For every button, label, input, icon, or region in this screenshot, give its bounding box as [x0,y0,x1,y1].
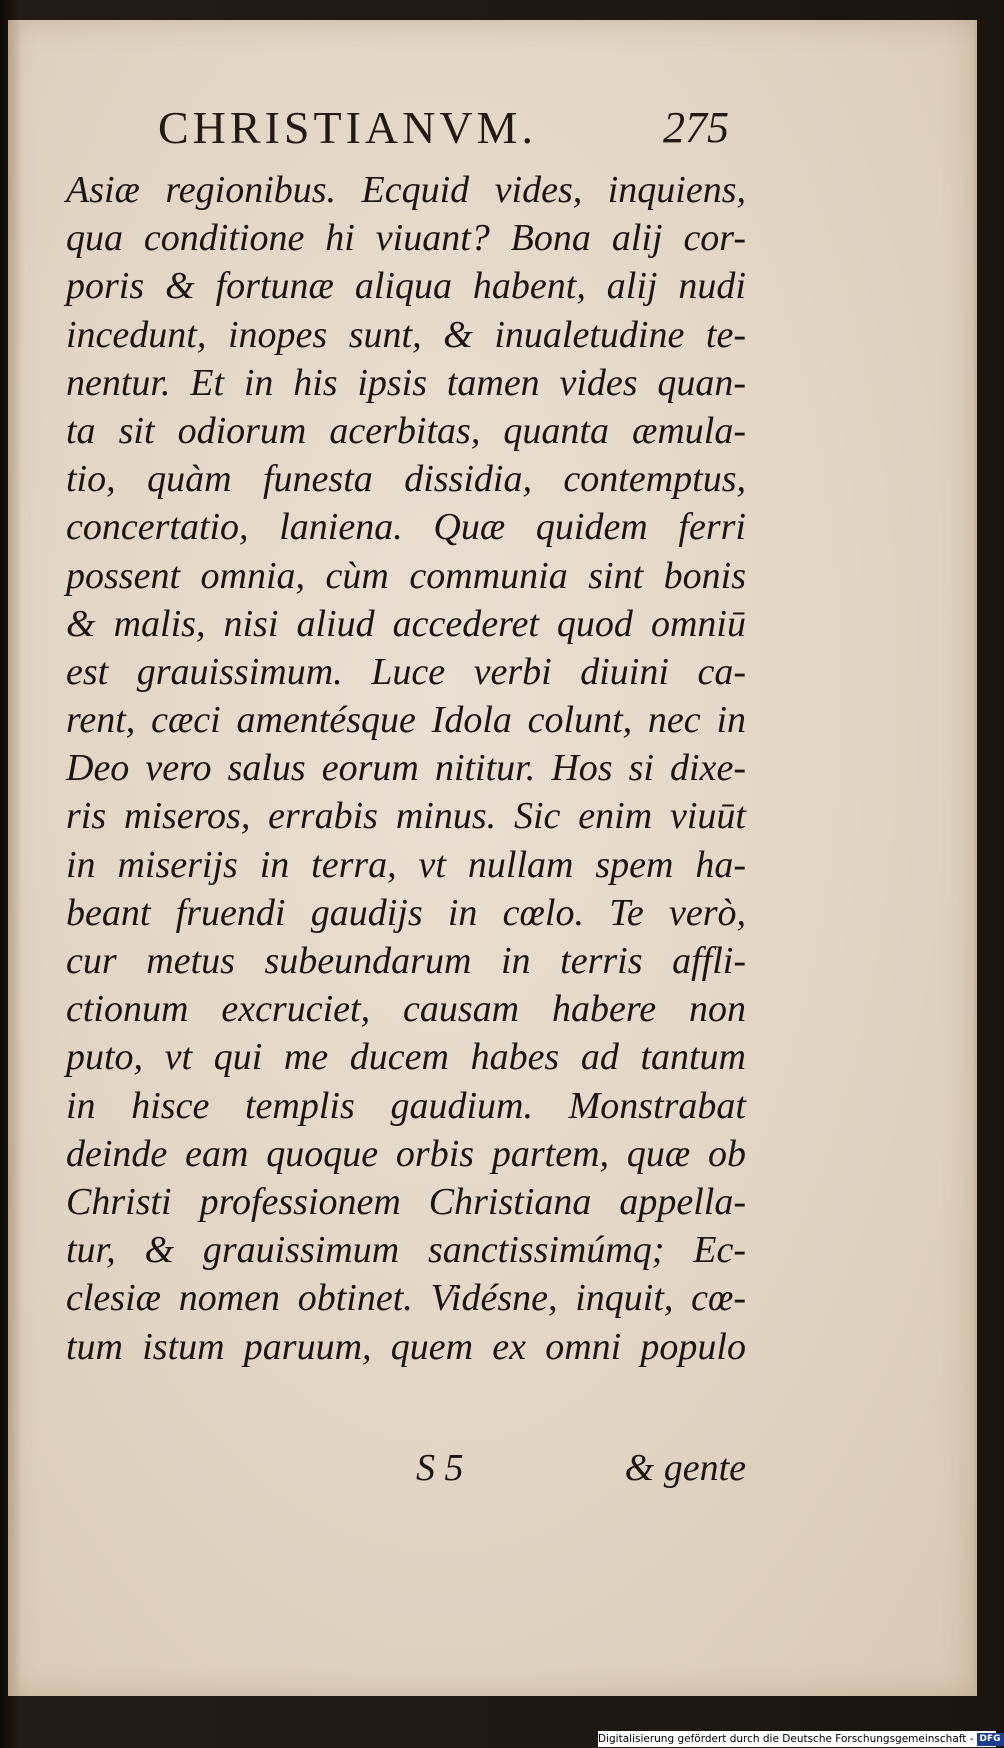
text-line: incedunt, inopes sunt, & inualetudine te- [66,313,746,356]
digitization-credit [598,1731,1001,1747]
text-line: Christi professionem Christiana appella- [66,1180,746,1223]
book-page [8,20,977,1696]
text-line: nentur. Et in his ipsis tamen vides quan- [66,361,746,404]
text-line: beant fruendi gaudijs in cœlo. Te verò, [66,891,746,934]
text-line: rent, cæci amentésque Idola colunt, nec in [66,699,746,742]
text-line: possent omnia, cùm communia sint bonis [66,554,746,597]
text-line: ris miseros, errabis minus. Sic enim viuūt [66,795,746,838]
text-line: in miserijs in terra, vt nullam spem ha- [66,843,746,886]
text-line: cur metus subeundarum in terris affli- [66,940,746,982]
text-line: qua conditione hi viuant? Bona alij cor- [66,217,746,260]
page-number: 275 [663,103,729,152]
text-line: clesiæ nomen obtinet. Vidésne, inquit, cœ- [66,1277,746,1320]
text-line: ta sit odiorum acerbitas, quanta æmula- [66,409,746,452]
text-line: tum istum paruum, quem ex omni populo [66,1325,746,1368]
signature-mark: S 5 [416,1447,464,1489]
text-line: poris & fortunæ aliqua habent, alij nudi [66,265,746,308]
dfg-logo: DFG [977,1733,1004,1746]
text-line: tur, & grauissimum sanctissimúmq; Ec- [66,1229,746,1272]
text-line: puto, vt qui me ducem habes ad tantum [66,1036,746,1079]
text-line: Deo vero salus eorum nititur. Hos si dixe- [66,747,746,790]
running-head: CHRISTIANVM. [158,102,537,153]
text-line: Asiæ regionibus. Ecquid vides, inquiens, [66,169,746,211]
text-line: deinde eam quoque orbis partem, quæ ob [66,1132,746,1175]
text-line: tio, quàm funesta dissidia, contemptus, [66,458,746,501]
catchword-line [66,1443,746,1493]
text-line: ctionum excruciet, causam habere non [66,988,746,1031]
credit-text: Digitalisierung gefördert durch die Deutsche Forschungsgemeinschaft - [598,1733,974,1745]
text-line: est grauissimum. Luce verbi diuini ca- [66,650,746,693]
page-body-text [66,166,746,1371]
text-line: & malis, nisi aliud accederet quod omniū [66,602,746,645]
catchword: & gente [624,1447,746,1489]
text-line: in hisce templis gaudium. Monstrabat [66,1084,746,1127]
text-line: concertatio, laniena. Quæ quidem ferri [66,506,746,549]
